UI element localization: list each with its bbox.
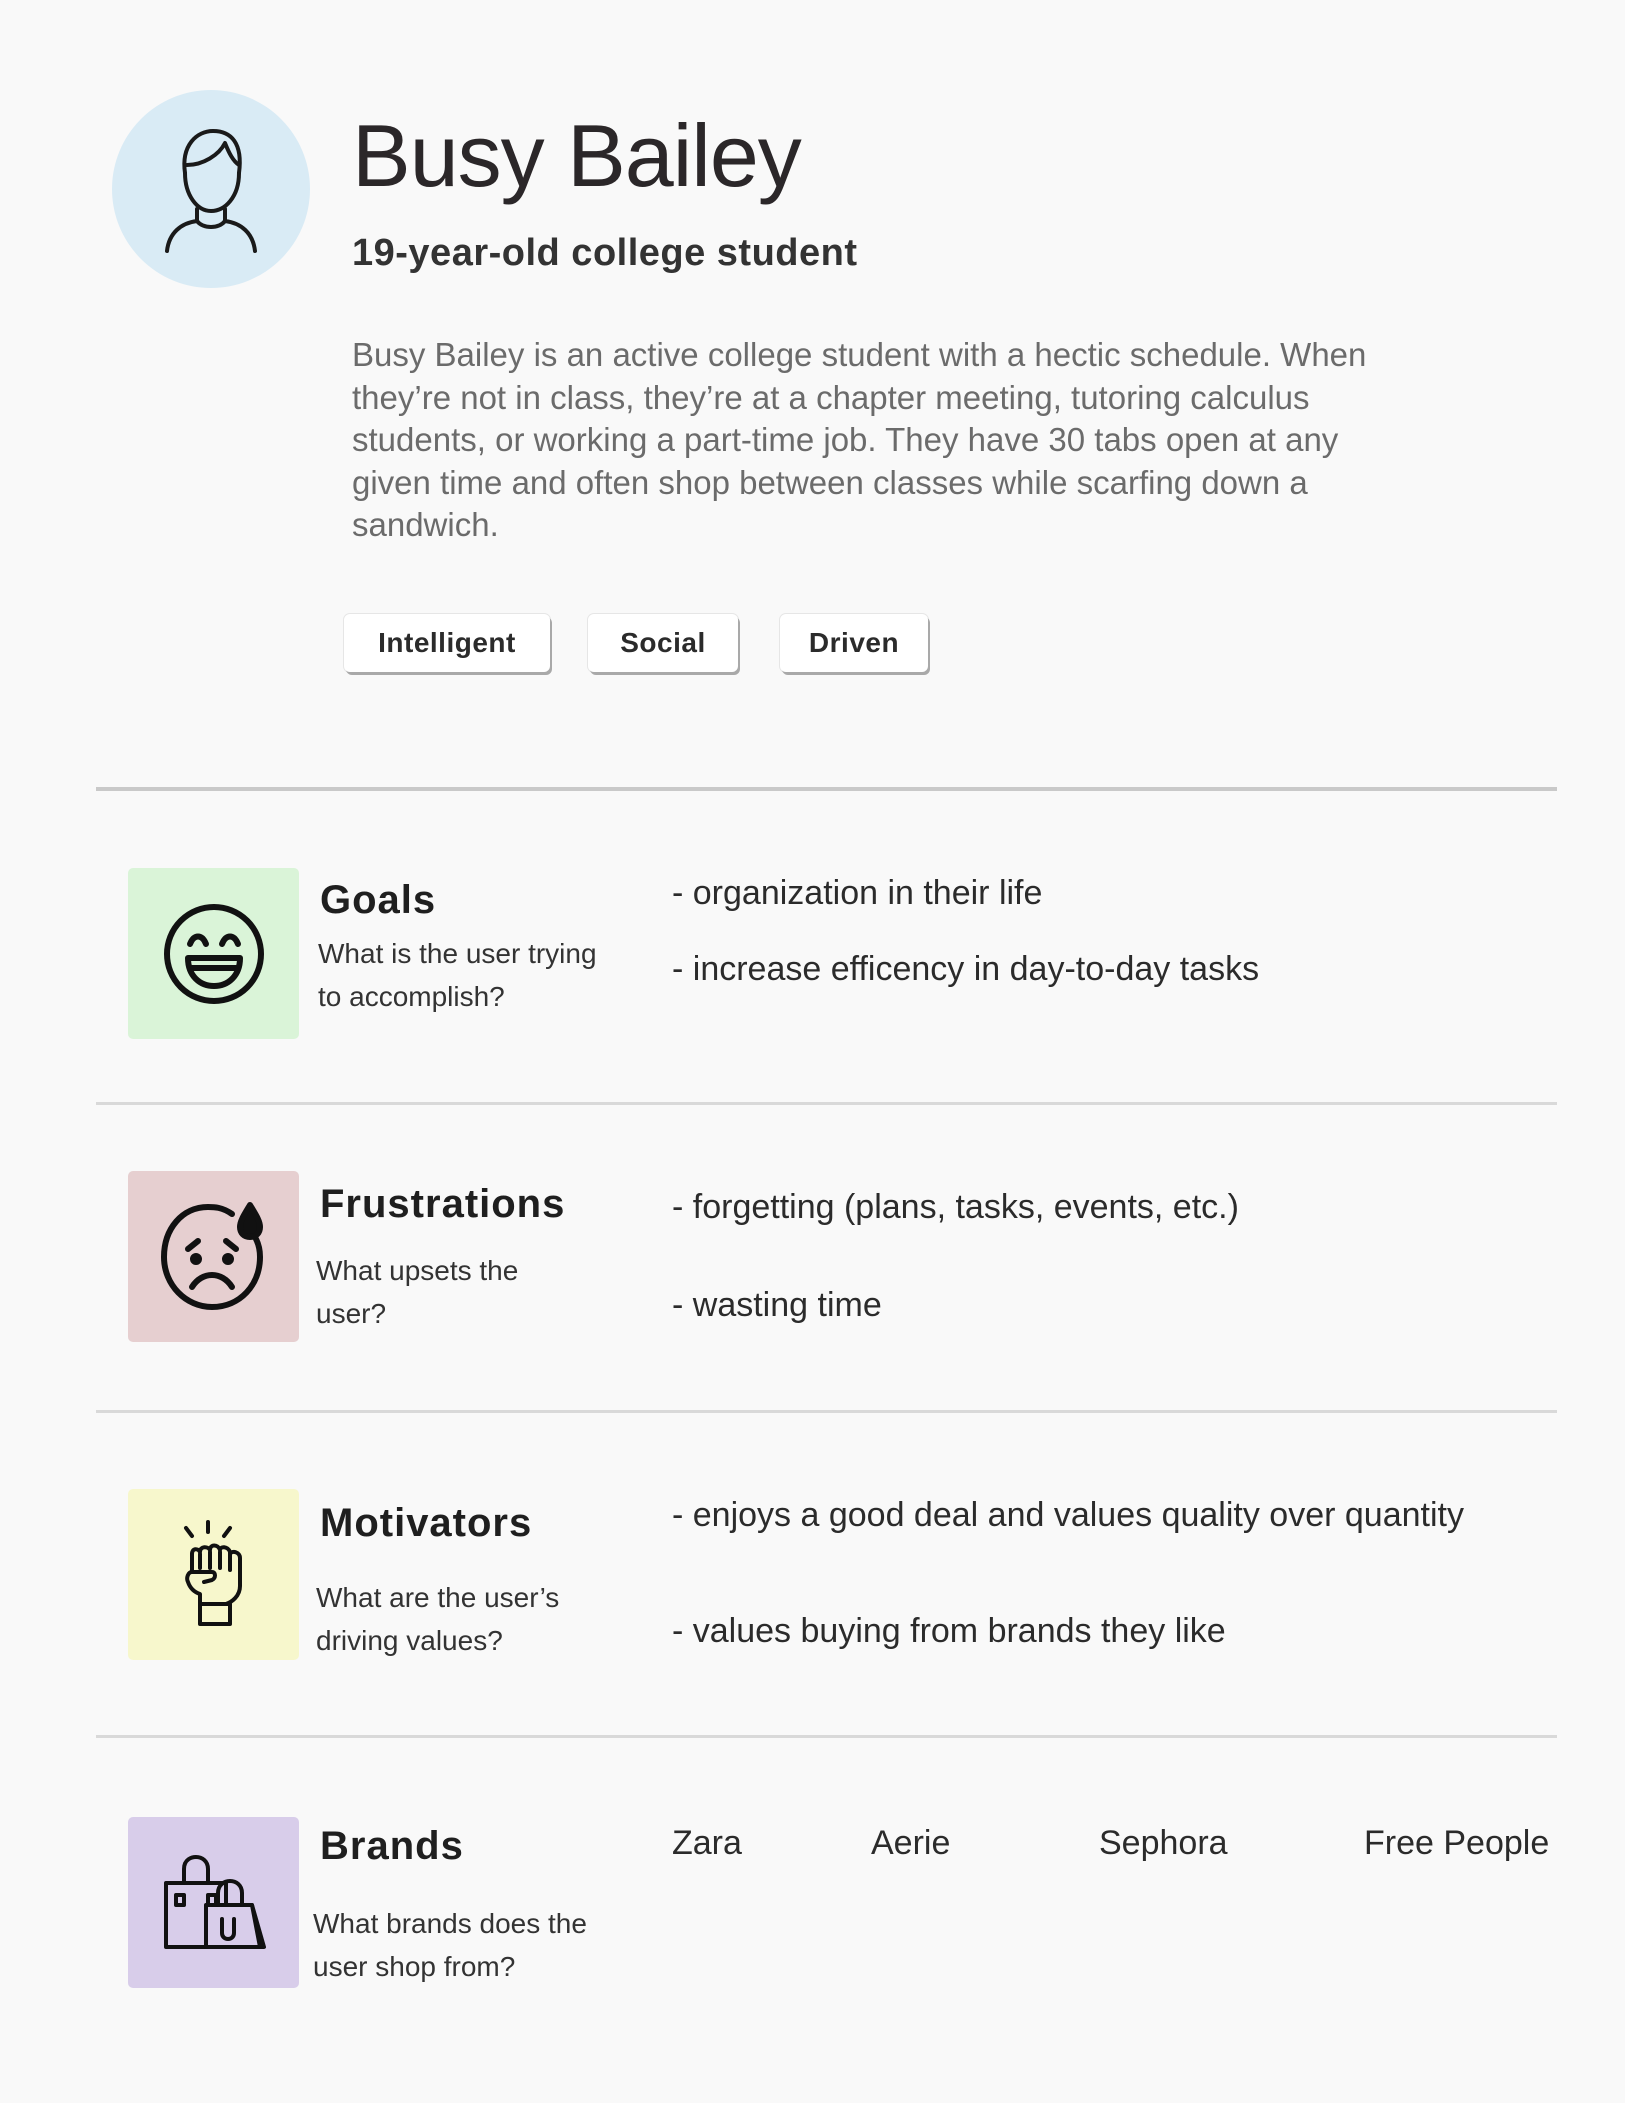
header-divider xyxy=(96,787,1557,791)
goals-icon-box xyxy=(128,868,299,1039)
section-divider xyxy=(96,1410,1557,1413)
tag-intelligent: Intelligent xyxy=(344,614,550,672)
frustrations-item: - wasting time xyxy=(672,1286,882,1324)
avatar xyxy=(112,90,310,288)
brand-name: Zara xyxy=(672,1824,742,1862)
goals-title: Goals xyxy=(320,878,437,922)
motivators-item: - enjoys a good deal and values quality over quantity xyxy=(672,1496,1464,1534)
brand-name: Aerie xyxy=(871,1824,951,1862)
trait-tags xyxy=(344,614,944,678)
persona-name: Busy Bailey xyxy=(352,106,801,205)
frustrations-item: - forgetting (plans, tasks, events, etc.) xyxy=(672,1188,1239,1226)
tag-driven: Driven xyxy=(780,614,928,672)
motivators-question: What are the user’s driving values? xyxy=(316,1582,560,1656)
frustrations-icon-box xyxy=(128,1171,299,1342)
laughing-face-icon xyxy=(162,902,266,1006)
brands-icon-box xyxy=(128,1817,299,1988)
tag-social: Social xyxy=(588,614,738,672)
shopping-bags-icon xyxy=(162,1855,266,1951)
frustrations-title: Frustrations xyxy=(320,1182,566,1226)
raised-fist-icon xyxy=(182,1520,246,1630)
person-outline-icon xyxy=(163,125,259,253)
section-divider xyxy=(96,1102,1557,1105)
section-divider xyxy=(96,1735,1557,1738)
brand-name: Free People xyxy=(1364,1824,1550,1862)
sad-sweat-face-icon xyxy=(158,1199,270,1315)
goals-question: What is the user trying to accomplish? xyxy=(318,938,597,1012)
brand-name: Sephora xyxy=(1099,1824,1228,1862)
brands-question: What brands does the user shop from? xyxy=(313,1908,587,1982)
frustrations-question: What upsets the user? xyxy=(316,1255,519,1329)
goals-item: - increase efficency in day-to-day tasks xyxy=(672,950,1260,988)
brands-title: Brands xyxy=(320,1824,464,1868)
goals-item: - organization in their life xyxy=(672,874,1043,912)
persona-subtitle: 19-year-old college student xyxy=(352,232,858,274)
motivators-item: - values buying from brands they like xyxy=(672,1612,1226,1650)
persona-bio: Busy Bailey is an active college student with a hectic schedule. When they’re not in class, they’re at a chapter meeting, tutoring calculus students, or working a part-time job. They have 30 tabs open at any given time and often shop between classes while scarfing down a sandwich. xyxy=(352,336,1367,543)
motivators-title: Motivators xyxy=(320,1501,533,1545)
motivators-icon-box xyxy=(128,1489,299,1660)
